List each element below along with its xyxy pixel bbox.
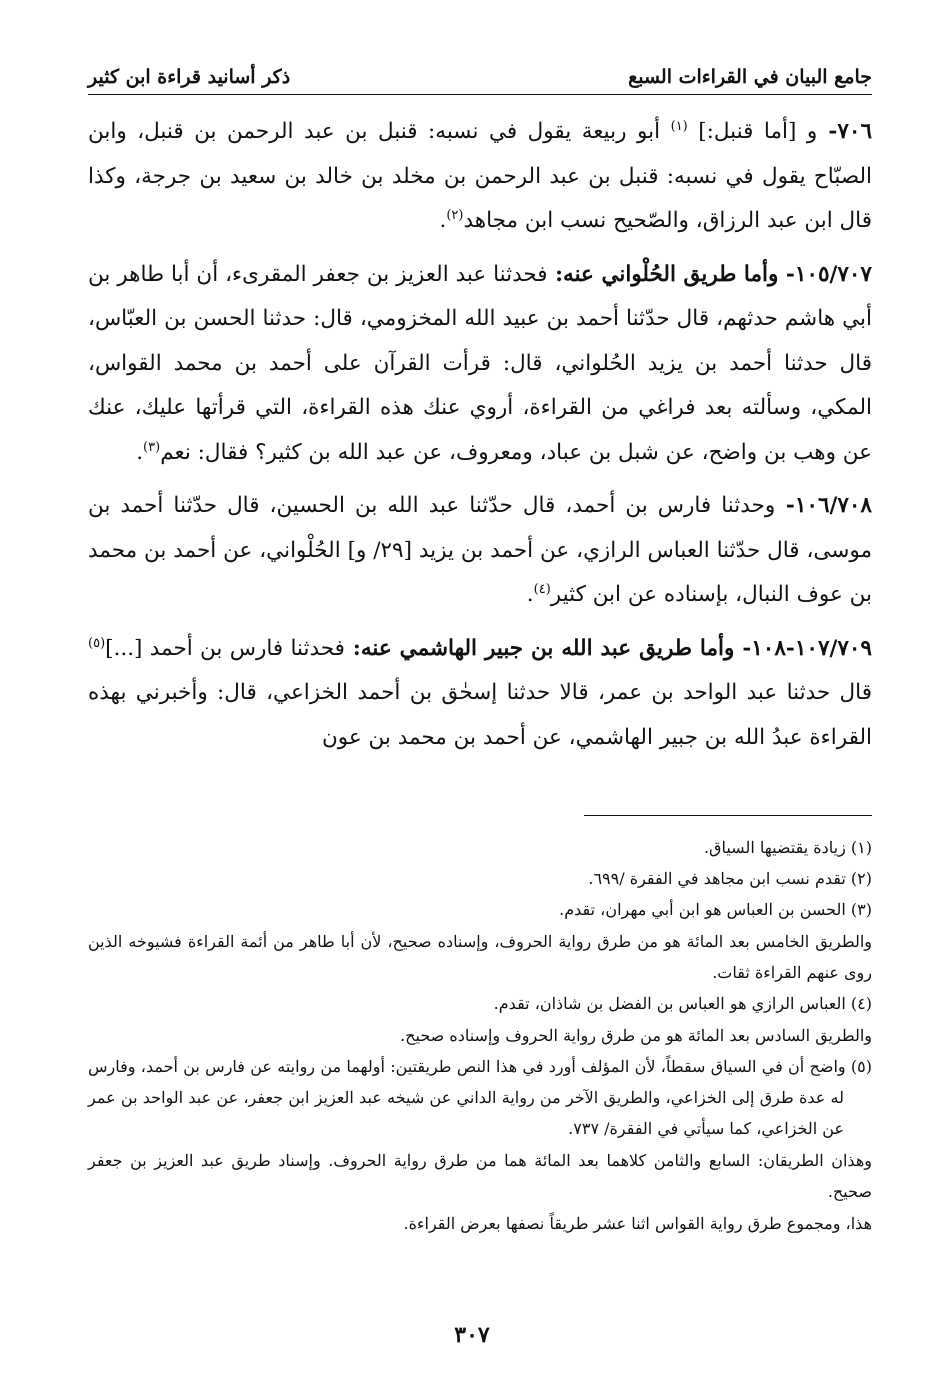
footnote-ref[interactable]: (٤) xyxy=(533,581,551,597)
main-text xyxy=(88,110,872,769)
paragraph-text: وحدثنا فارس بن أحمد، قال حدّثنا عبد الله بن الحسين، قال حدّثنا أحمد بن موسى، قال حدّثنا العباس الرازي، عن أحمد بن يزيد [٢٩/ و] الحُلْواني، عن أحمد بن محمد بن عوف النبال، بإسناده عن ابن كثير xyxy=(88,493,872,607)
footnote-ref[interactable]: (٢) xyxy=(446,207,464,223)
paragraph-number: ٧٠٦- xyxy=(817,119,872,144)
footnote-ref[interactable]: (١) xyxy=(670,118,688,134)
paragraph-text: . xyxy=(136,439,144,465)
paragraph-text: فحدثنا عبد العزيز بن جعفر المقرىء، أن أبا طاهر بن أبي هاشم حدثهم، قال حدّثنا أحمد بن عبيد الله المخزومي، قال: حدثنا الحسن بن العبّاس، قال حدثنا أحمد بن يزيد الحُلواني، قال: قرأت القرآن على أحمد بن محمد القواس، المكي، وسألته بعد فراغي من القراءة، أروي عنك هذه القراءة، التي قرأتها عليك، عنك عن وهب بن واضح، عن شبل بن عباد، ومعروف، عن عبد الله بن كثير؟ فقال: نعم xyxy=(88,261,872,465)
paragraph xyxy=(88,627,872,761)
paragraph-text: و [أما قنبل:] xyxy=(687,119,818,144)
footnote-continuation: هذا، ومجموع طرق رواية القواس اثنا عشر طريقاً نصفها بعرض القراءة. xyxy=(403,1214,872,1233)
footnote-ref[interactable]: (٥) xyxy=(88,635,106,651)
footnote-ref[interactable]: (٣) xyxy=(143,439,161,455)
footnote-item: (٣) الحسن بن العباس هو ابن أبي مهران، تقدم. xyxy=(559,900,872,919)
footnote-continuation: وهذان الطريقان: السابع والثامن كلاهما بعد المائة هما من طرق رواية الحروف. وإسناد طريق عبد العزيز بن جعفر صحيح. xyxy=(88,1151,872,1201)
footnote-continuation: والطريق الخامس بعد المائة هو من طرق رواية الحروف، وإسناده صحيح، لأن أبا طاهر من أئمة القراءة فشيوخه الذين روى عنهم القراءة ثقات. xyxy=(88,932,872,982)
paragraph-text: . xyxy=(526,582,534,607)
footnote-item: (٤) العباس الرازي هو العباس بن الفضل بن شاذان، تقدم. xyxy=(493,994,872,1013)
book-title: جامع البيان في القراءات السبع xyxy=(628,66,872,88)
paragraph xyxy=(88,110,872,244)
paragraph-heading: وأما طريق الحُلْواني عنه: xyxy=(547,261,779,287)
paragraph-text: أبو ربيعة يقول في نسبه: قنبل بن عبد الرحمن بن قنبل، وابن الصبّاح يقول في نسبه: قنبل بن عبد الرحمن بن مخلد بن خالد بن سعيد بن جرجة، وكذا قال ابن عبد الرزاق، والصّحيح نسب ابن مجاهد xyxy=(88,119,872,233)
page-number: ٣٠٧ xyxy=(454,1322,490,1348)
paragraph xyxy=(88,253,872,476)
footnote-divider xyxy=(584,815,872,816)
paragraph-heading: وأما طريق عبد الله بن جبير الهاشمي عنه: xyxy=(344,635,735,661)
paragraph-number: ١٠٧/٧٠٩-١٠٨- xyxy=(734,635,872,661)
paragraph-text: . xyxy=(439,208,447,233)
footnotes xyxy=(88,832,872,1239)
paragraph-text: فحدثنا فارس بن أحمد [...] xyxy=(105,635,345,661)
section-title: ذكر أسانيد قراءة ابن كثير xyxy=(88,66,291,88)
paragraph-number: ١٠٥/٧٠٧- xyxy=(778,261,872,287)
paragraph-text: قال حدثنا عبد الواحد بن عمر، قالا حدثنا إسحٰق بن أحمد الخزاعي، قال: وأخبرني بهذه القراءة عبدُ الله بن جبير الهاشمي، عن أحمد بن محمد بن عون xyxy=(88,680,872,750)
footnote-item: (٥) واضح أن في السياق سقطاً، لأن المؤلف أورد في هذا النص طريقتين: أولهما من روايته عن فارس بن أحمد، وفارس له عدة طرق إلى الخزاعي، والطريق الآخر من رواية الداني عن شيخه عبد العزيز ابن جعفر، عن عبد الواحد بن عمر عن الخزاعي، كما سيأتي في الفقرة/ ٧٣٧. xyxy=(88,1057,872,1138)
paragraph-number: ١٠٦/٧٠٨- xyxy=(775,493,872,518)
footnote-item: (١) زيادة يقتضيها السياق. xyxy=(703,838,872,857)
running-header xyxy=(88,52,872,95)
footnote-item: (٢) تقدم نسب ابن مجاهد في الفقرة /٦٩٩. xyxy=(588,869,872,888)
footnote-continuation: والطريق السادس بعد المائة هو من طرق رواية الحروف وإسناده صحيح. xyxy=(400,1026,872,1045)
paragraph xyxy=(88,484,872,618)
